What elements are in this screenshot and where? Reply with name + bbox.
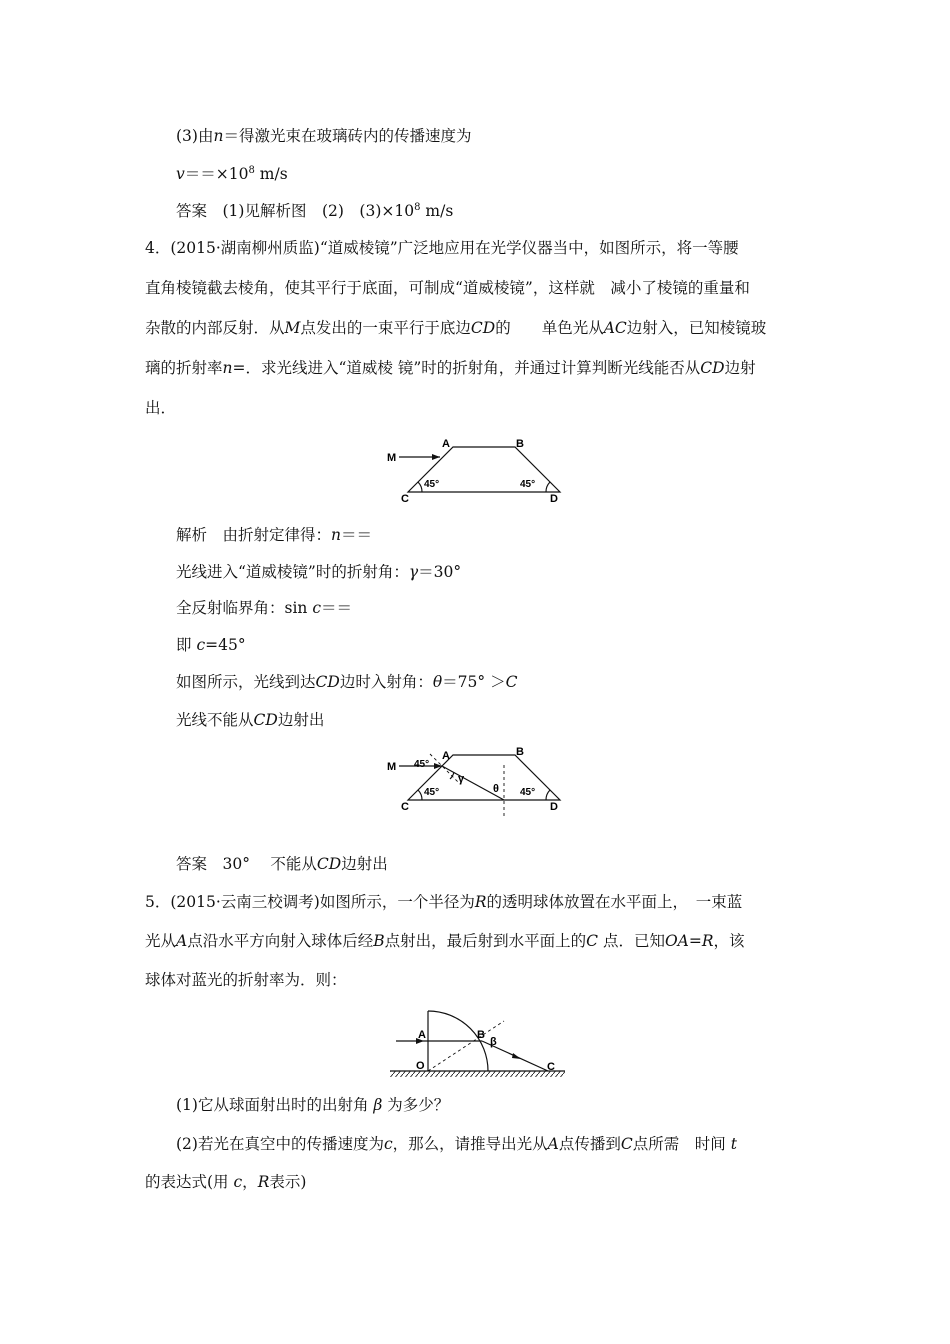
var-c: c bbox=[312, 599, 322, 617]
p4-answer bbox=[176, 853, 388, 875]
angle-left: 45° bbox=[424, 479, 440, 490]
problem5-line-1 bbox=[145, 891, 742, 913]
figure-dove-prism bbox=[380, 435, 560, 505]
label-D: D bbox=[550, 801, 558, 813]
var-c: c bbox=[233, 1173, 243, 1191]
var-v: v bbox=[176, 165, 185, 183]
problem5-question-2 bbox=[176, 1133, 737, 1155]
text: 点射出，最后射到水平面上的 bbox=[384, 932, 587, 950]
problem4-line-4 bbox=[145, 357, 756, 379]
text: 边射入，已知棱镜玻 bbox=[626, 319, 767, 337]
label-O: O bbox=[416, 1060, 425, 1072]
text: 即 bbox=[176, 636, 197, 654]
figure-dove-prism-ray bbox=[380, 745, 560, 825]
angle-arc-right bbox=[546, 790, 550, 800]
text: ＝30° bbox=[418, 563, 462, 581]
p4-solution-line-4 bbox=[176, 634, 246, 656]
angle-arc-left bbox=[418, 482, 422, 492]
var-A: A bbox=[176, 932, 188, 950]
label-B: B bbox=[516, 438, 524, 450]
var-C: C bbox=[505, 673, 518, 691]
q3-solution-line-2 bbox=[176, 163, 288, 185]
arrowhead bbox=[432, 454, 440, 460]
p4-solution-line-3 bbox=[176, 597, 352, 619]
var-n: n bbox=[222, 359, 233, 377]
var-CD: CD bbox=[316, 855, 342, 873]
text: 点所需 时间 bbox=[632, 1135, 731, 1153]
problem5-question-1 bbox=[176, 1094, 449, 1116]
problem4-line-5: 出． bbox=[145, 399, 177, 417]
text: 光线进入“道威棱镜”时的折射角： bbox=[176, 563, 409, 581]
text: ＝＝ bbox=[321, 599, 353, 617]
angle-arc-left bbox=[418, 790, 422, 800]
var-c: c bbox=[196, 636, 206, 654]
exponent: 8 bbox=[248, 164, 255, 176]
text: 的 单色光从 bbox=[495, 319, 604, 337]
label-beta: β bbox=[490, 1036, 497, 1048]
text: = bbox=[688, 932, 702, 950]
var-OA: OA bbox=[664, 932, 689, 950]
p4-solution-line-6 bbox=[176, 709, 324, 731]
label-A: A bbox=[442, 438, 450, 450]
arrowhead bbox=[434, 763, 442, 769]
problem5-question-2-cont bbox=[145, 1171, 306, 1193]
label-M: M bbox=[387, 452, 397, 464]
label-A: A bbox=[418, 1029, 426, 1041]
label-C: C bbox=[401, 493, 409, 505]
var-CD: CD bbox=[700, 359, 725, 377]
var-beta: β bbox=[373, 1096, 383, 1114]
figure-sphere bbox=[388, 1008, 568, 1078]
text: 杂散的内部反射．从 bbox=[145, 319, 285, 337]
text: 点传播到 bbox=[558, 1135, 621, 1153]
label-gamma: γ bbox=[458, 773, 465, 785]
label-D: D bbox=[550, 493, 558, 505]
text: 为多少？ bbox=[382, 1096, 450, 1114]
var-AC: AC bbox=[603, 319, 627, 337]
text: 的表达式(用 bbox=[145, 1173, 234, 1191]
text: 点沿水平方向射入球体后经 bbox=[187, 932, 374, 950]
text: 解析 由折射定律得： bbox=[176, 526, 332, 544]
label-M: M bbox=[387, 761, 397, 773]
text: ，该 bbox=[713, 932, 745, 950]
text: 光线不能从 bbox=[176, 711, 254, 729]
var-n: n bbox=[331, 526, 341, 544]
text: ，那么，请推导出光从 bbox=[392, 1135, 548, 1153]
label-B: B bbox=[516, 746, 524, 758]
var-CD: CD bbox=[315, 673, 340, 691]
problem4-line-2: 直角棱镜截去棱角，使其平行于底面，可制成“道威棱镜”，这样就 减小了棱镜的重量和 bbox=[145, 279, 750, 297]
arrowhead-exit bbox=[512, 1053, 521, 1059]
text: 光从 bbox=[145, 932, 177, 950]
text: 边射 bbox=[724, 359, 756, 377]
var-theta: θ bbox=[432, 673, 443, 691]
text: =45° bbox=[205, 636, 246, 654]
text: 边射出 bbox=[341, 855, 388, 873]
var-C: C bbox=[586, 932, 599, 950]
var-C: C bbox=[620, 1135, 633, 1153]
problem4-line-3 bbox=[145, 317, 766, 339]
text: =．求光线进入“道威棱 镜”时的折射角，并通过计算判断光线能否从 bbox=[232, 359, 701, 377]
text: ＝75° bbox=[442, 673, 486, 691]
var-A: A bbox=[547, 1135, 559, 1153]
var-CD: CD bbox=[470, 319, 496, 337]
text: m/s bbox=[420, 202, 454, 220]
text: 5．(2015·云南三校调考)如图所示，一个半径为 bbox=[145, 893, 475, 911]
text: ＞ bbox=[485, 673, 506, 691]
angle-right: 45° bbox=[520, 787, 536, 798]
angle-left: 45° bbox=[424, 787, 440, 798]
text: (3)由 bbox=[176, 127, 214, 145]
var-n: n bbox=[213, 127, 224, 145]
text: 答案 (1)见解析图 (2) (3)×10 bbox=[176, 202, 415, 220]
p4-solution-line-5 bbox=[176, 671, 517, 693]
text: (1)它从球面射出时的出射角 bbox=[176, 1096, 374, 1114]
problem4-line-1: 4．(2015·湖南柳州质监)“道威棱镜”广泛地应用在光学仪器当中，如图所示，将一等腰 bbox=[145, 239, 739, 257]
text: ＝＝×10 bbox=[184, 165, 249, 183]
q3-answer bbox=[176, 200, 453, 222]
text: 边时入射角： bbox=[339, 673, 433, 691]
var-R: R bbox=[257, 1173, 270, 1191]
label-theta: θ bbox=[493, 783, 499, 795]
label-B: B bbox=[477, 1029, 485, 1041]
p4-solution-line-1 bbox=[176, 524, 372, 546]
text: 全反射临界角：sin bbox=[176, 599, 313, 617]
var-c: c bbox=[383, 1135, 393, 1153]
var-gamma: γ bbox=[408, 563, 419, 581]
var-t: t bbox=[730, 1135, 737, 1153]
problem5-line-3: 球体对蓝光的折射率为．则： bbox=[145, 971, 347, 989]
text: 点．已知 bbox=[598, 932, 665, 950]
text: ＝＝ bbox=[341, 526, 373, 544]
exponent: 8 bbox=[414, 201, 421, 213]
var-M: M bbox=[284, 319, 301, 337]
var-R: R bbox=[701, 932, 714, 950]
text: 如图所示，光线到达 bbox=[176, 673, 316, 691]
var-CD: CD bbox=[253, 711, 278, 729]
var-R: R bbox=[474, 893, 487, 911]
angle-top: 45° bbox=[414, 759, 430, 770]
angle-arc-right bbox=[546, 482, 550, 492]
text: (2)若光在真空中的传播速度为 bbox=[176, 1135, 384, 1153]
text: 点发出的一束平行于底边 bbox=[300, 319, 471, 337]
p4-solution-line-2 bbox=[176, 561, 461, 583]
label-C: C bbox=[401, 801, 409, 813]
var-B: B bbox=[373, 932, 385, 950]
label-A: A bbox=[442, 750, 450, 762]
text: 璃的折射率 bbox=[145, 359, 223, 377]
text: ＝得激光束在玻璃砖内的传播速度为 bbox=[223, 127, 472, 145]
text: 边射出 bbox=[277, 711, 325, 729]
text: ， bbox=[242, 1173, 258, 1191]
problem5-line-2 bbox=[145, 930, 745, 952]
angle-right: 45° bbox=[520, 479, 536, 490]
text: 答案 30° 不能从 bbox=[176, 855, 317, 873]
label-C: C bbox=[547, 1061, 555, 1073]
text: m/s bbox=[254, 165, 288, 183]
q3-solution-line-1 bbox=[176, 125, 471, 147]
text: 的透明球体放置在水平面上， 一束蓝 bbox=[486, 893, 743, 911]
text: 表示) bbox=[269, 1173, 307, 1191]
